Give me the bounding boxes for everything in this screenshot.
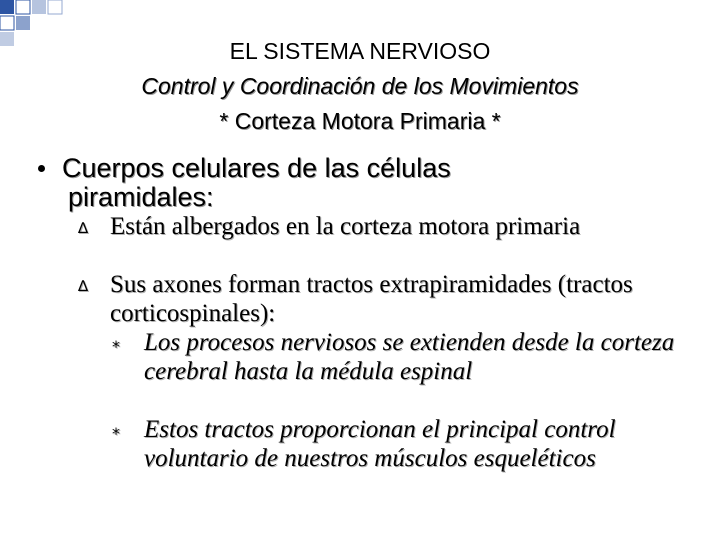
delta-bullet-icon: ∆ [78, 219, 89, 237]
bullet-main [38, 154, 698, 212]
bullet-main-line2: piramidales: [68, 182, 214, 212]
asterisk-bullet-icon: * [112, 337, 120, 356]
bullet-main-line1: Cuerpos celulares de las células [62, 153, 451, 183]
sub-sub-bullet-2 [112, 415, 712, 473]
slide-subtitle: Control y Coordinación de los Movimientos [141, 73, 579, 99]
sub-bullet-2 [78, 270, 698, 328]
sub-sub-bullet-1 [112, 328, 712, 386]
sub-bullet-1-text: Están albergados en la corteza motora primaria [110, 213, 581, 240]
slide-topic: * Corteza Motora Primaria * [219, 108, 501, 134]
slide-title: EL SISTEMA NERVIOSO [229, 38, 491, 64]
sub-bullet-2-text: Sus axones forman tractos extrapiramidades (tractos corticospinales): [110, 271, 633, 327]
sub-sub-bullet-1-text: Los procesos nerviosos se extienden desde la corteza cerebral hasta la médula espinal [144, 329, 675, 385]
sub-sub-bullet-2-text: Estos tractos proporcionan el principal control voluntario de nuestros músculos esqueléticos [144, 416, 616, 472]
delta-bullet-icon: ∆ [78, 277, 89, 295]
asterisk-bullet-icon: * [112, 424, 120, 443]
sub-bullet-1 [78, 212, 698, 241]
bullet-dot-icon [38, 165, 45, 172]
